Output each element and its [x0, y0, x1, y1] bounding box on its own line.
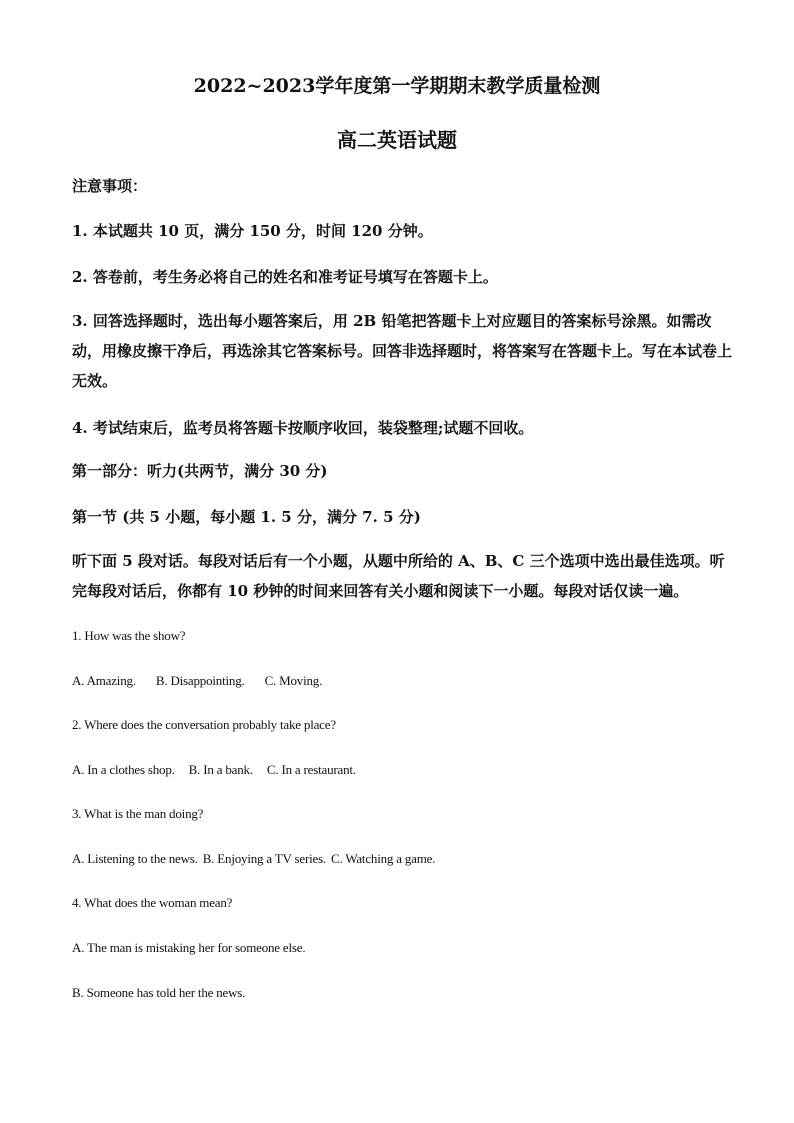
note-item-3: 3. 回答选择题时，选出每小题答案后，用 2B 铅笔把答题卡上对应题目的答案标号涂黑。如需改动，用橡皮擦干净后，再选涂其它答案标号。回答非选择题时，将答案写在答题卡上。写在本试卷上无效。	[72, 312, 733, 390]
notes-heading: 注意事项：	[72, 177, 148, 195]
question-3-options	[72, 849, 732, 869]
question-1: 1. How was the show?	[72, 628, 186, 643]
note-item-4: 4. 考试结束后，监考员将答题卡按顺序收回，装袋整理;试题不回收。	[72, 419, 534, 437]
option-c: C. Moving.	[264, 673, 323, 688]
option-a: A. In a clothes shop.	[72, 762, 175, 777]
section1-heading: 第一节 (共 5 小题，每小题 1. 5 分，满分 7. 5 分)	[72, 508, 421, 526]
option-c: C. Watching a game.	[330, 851, 436, 866]
question-4: 4. What does the woman mean?	[72, 895, 233, 910]
exam-subtitle: 高二英语试题	[337, 128, 457, 152]
option-b: B. Enjoying a TV series.	[202, 851, 326, 866]
option-b: B. In a bank.	[188, 762, 253, 777]
question-4-option-a: A. The man is mistaking her for someone else.	[72, 940, 306, 955]
question-2: 2. Where does the conversation probably take place?	[72, 717, 336, 732]
exam-title: 2022~2023学年度第一学期期末教学质量检测	[193, 75, 601, 97]
question-1-options	[72, 671, 732, 691]
question-3: 3. What is the man doing?	[72, 806, 204, 821]
note-item-2: 2. 答卷前，考生务必将自己的姓名和准考证号填写在答题卡上。	[72, 268, 498, 286]
section1-instructions: 听下面 5 段对话。每段对话后有一个小题，从题中所给的 A、B、C 三个选项中选出最佳选项。听完每段对话后，你都有 10 秒钟的时间来回答有关小题和阅读下一小题。每段对话仅读一遍。	[72, 552, 725, 600]
option-a: A. Amazing.	[72, 673, 136, 688]
option-a: A. Listening to the news.	[72, 851, 198, 866]
question-4-option-b: B. Someone has told her the news.	[72, 985, 246, 1000]
option-b: B. Disappointing.	[155, 673, 245, 688]
note-item-1: 1. 本试题共 10 页，满分 150 分，时间 120 分钟。	[72, 222, 433, 240]
option-c: C. In a restaurant.	[266, 762, 356, 777]
part1-heading: 第一部分：听力(共两节，满分 30 分)	[72, 462, 328, 480]
question-2-options	[72, 760, 732, 780]
